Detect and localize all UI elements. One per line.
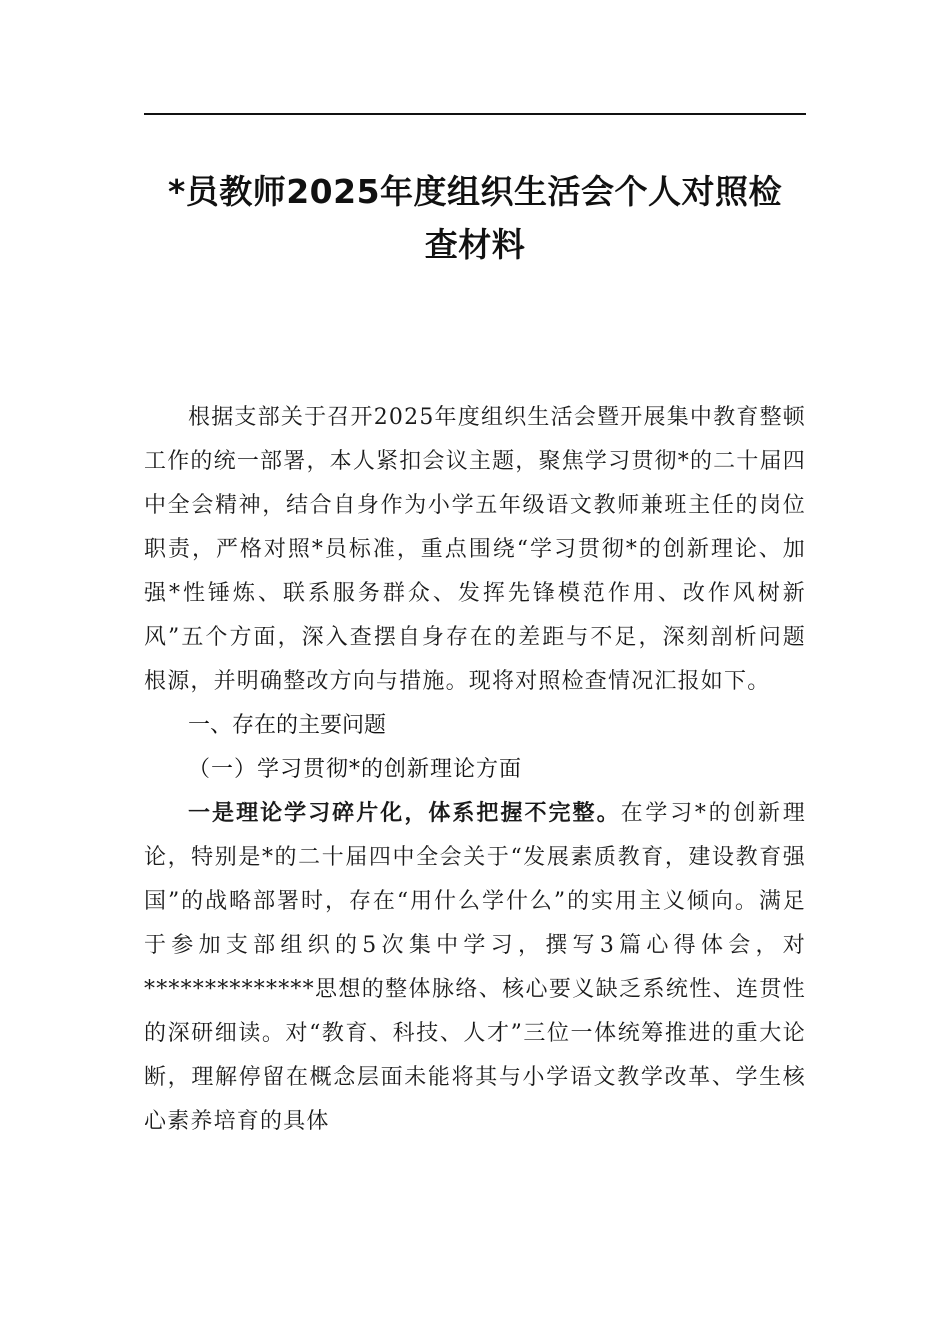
intro-paragraph: 根据支部关于召开2025年度组织生活会暨开展集中教育整顿工作的统一部署，本人紧扣会议主题，聚焦学习贯彻*的二十届四中全会精神，结合自身作为小学五年级语文教师兼班主任的岗位职责，严格对照*员标准，重点围绕“学习贯彻*的创新理论、加强*性锤炼、联系服务群众、发挥先锋模范作用、改作风树新风”五个方面，深入查摆自身存在的差距与不足，深刻剖析问题根源，并明确整改方向与措施。现将对照检查情况汇报如下。 [144, 405, 806, 694]
document-title [144, 165, 806, 271]
header-rule [144, 113, 806, 115]
section-heading: 一、存在的主要问题 [188, 713, 387, 738]
point-1-paragraph [144, 792, 806, 1144]
point-1-lead: 一是理论学习碎片化，体系把握不完整。 [188, 801, 621, 826]
document-body [144, 396, 806, 1144]
title-line-2: 查材料 [424, 225, 526, 264]
point-1-body: 在学习*的创新理论，特别是*的二十届四中全会关于“发展素质教育，建设教育强国”的战略部署时，存在“用什么学什么”的实用主义倾向。满足于参加支部组织的5次集中学习，撰写3篇心得体会，对**************思想的整体脉络、核心要义缺乏系统性、连贯性的深研细读。对“教育、科技、人才”三位一体统筹推进的重大论断，理解停留在概念层面未能将其与小学语文教学改革、学生核心素养培育的具体 [144, 801, 806, 1134]
subsection-heading: （一）学习贯彻*的创新理论方面 [188, 757, 523, 782]
title-line-1: *员教师2025年度组织生活会个人对照检 [167, 172, 783, 211]
